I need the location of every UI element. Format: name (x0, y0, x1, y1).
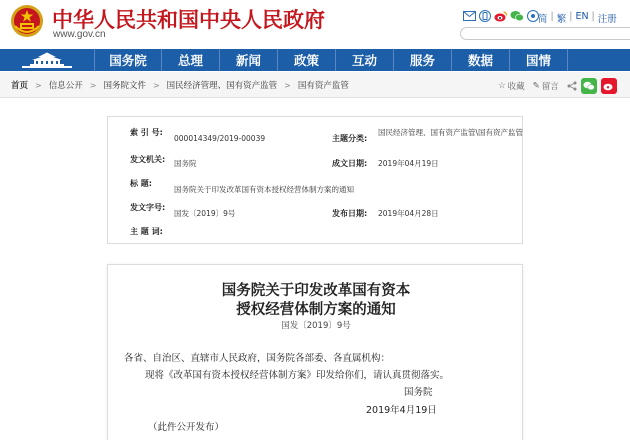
breadcrumb-state-assets[interactable]: 国有资产监管 (297, 81, 349, 91)
article-body-text: 现将《改革国有资本授权经营体制方案》印发给你们，请认真贯彻落实。 (145, 370, 450, 381)
share-weibo-icon[interactable] (601, 78, 617, 94)
category-value: 国民经济管理、国有资产监管\国有资产监管 (378, 128, 524, 137)
wechat-icon[interactable] (510, 9, 524, 23)
site-title[interactable]: 中华人民共和国中央人民政府 (52, 7, 325, 32)
chevron-right-icon: > (284, 80, 291, 90)
created-date-label: 成文日期: (332, 159, 368, 168)
main-nav (0, 49, 630, 71)
language-links: 简 | 繁 | EN | 注册 (538, 11, 617, 25)
document-metadata (107, 116, 523, 244)
publish-date-value: 2019年04月28日 (378, 209, 439, 218)
article-doc-number: 国发〔2019〕9号 (281, 321, 351, 331)
chevron-right-icon: > (35, 80, 42, 90)
lang-english[interactable]: EN (575, 11, 589, 22)
tiananmen-icon (0, 49, 94, 71)
nav-data[interactable]: 数据 (467, 53, 493, 68)
page-tools (498, 78, 617, 94)
comment-button[interactable] (533, 80, 559, 92)
site-url: www.gov.cn (53, 29, 106, 40)
nav-services[interactable]: 服务 (409, 53, 435, 68)
nav-home[interactable] (0, 49, 94, 71)
breadcrumb-home[interactable]: 首页 (11, 81, 29, 91)
article-date: 2019年4月19日 (366, 405, 437, 416)
favorite-label: 收藏 (507, 82, 525, 92)
issuer-label: 发文机关: (130, 155, 166, 164)
comment-label: 留言 (541, 82, 559, 92)
article-title-line-1: 国务院关于印发改革国有资本 (221, 282, 411, 299)
mail-icon[interactable] (462, 9, 476, 23)
share-icon[interactable] (567, 81, 577, 91)
doc-number-value: 国发〔2019〕9号 (174, 209, 236, 218)
social-icons (462, 9, 540, 23)
site-header (0, 0, 630, 44)
star-icon: ☆ (498, 81, 506, 91)
article-body (107, 264, 523, 440)
nav-national-profile[interactable]: 国情 (525, 53, 551, 68)
breadcrumb-state-council-docs[interactable]: 国务院文件 (103, 81, 146, 91)
breadcrumb-info-disclosure[interactable]: 信息公开 (48, 81, 83, 91)
pencil-icon: ✎ (532, 81, 540, 91)
national-emblem-icon[interactable] (10, 4, 44, 38)
article-salutation: 各省、自治区、直辖市人民政府，国务院各部委、各直属机构： (124, 353, 391, 364)
weibo-icon[interactable] (494, 9, 508, 23)
register-link[interactable]: 注册 (597, 14, 617, 25)
article-note: （此件公开发布） (148, 422, 225, 433)
nav-news[interactable]: 新闻 (235, 53, 261, 68)
nav-interaction[interactable]: 互动 (351, 53, 377, 68)
index-value: 000014349/2019-00039 (174, 134, 266, 143)
share-wechat-icon[interactable] (581, 78, 597, 94)
chevron-right-icon: > (152, 80, 160, 90)
title-value: 国务院关于印发改革国有资本授权经营体制方案的通知 (174, 185, 354, 194)
nav-state-council[interactable]: 国务院 (109, 53, 147, 68)
nav-policy[interactable]: 政策 (293, 53, 319, 68)
article-title-line-2: 授权经营体制方案的通知 (236, 301, 396, 318)
index-label: 索 引 号: (130, 128, 163, 137)
chevron-right-icon: > (89, 80, 97, 90)
doc-number-label: 发文字号: (130, 203, 166, 212)
mobile-icon[interactable] (478, 9, 492, 23)
subject-label: 主 题 词: (130, 227, 163, 236)
title-label: 标 题: (130, 179, 152, 188)
issuer-value: 国务院 (174, 159, 197, 168)
publish-date-label: 发布日期: (332, 209, 368, 218)
article-signature: 国务院 (404, 387, 433, 398)
favorite-button[interactable] (498, 80, 525, 92)
search-input[interactable] (460, 27, 630, 40)
created-date-value: 2019年04月19日 (378, 159, 439, 168)
category-label: 主题分类: (332, 134, 368, 143)
breadcrumb-economy-management[interactable]: 国民经济管理、国有资产监管 (166, 81, 278, 91)
lang-simplified[interactable]: 简 (538, 14, 548, 25)
nav-premier[interactable]: 总理 (177, 53, 203, 68)
lang-traditional[interactable]: 繁 (556, 14, 567, 25)
